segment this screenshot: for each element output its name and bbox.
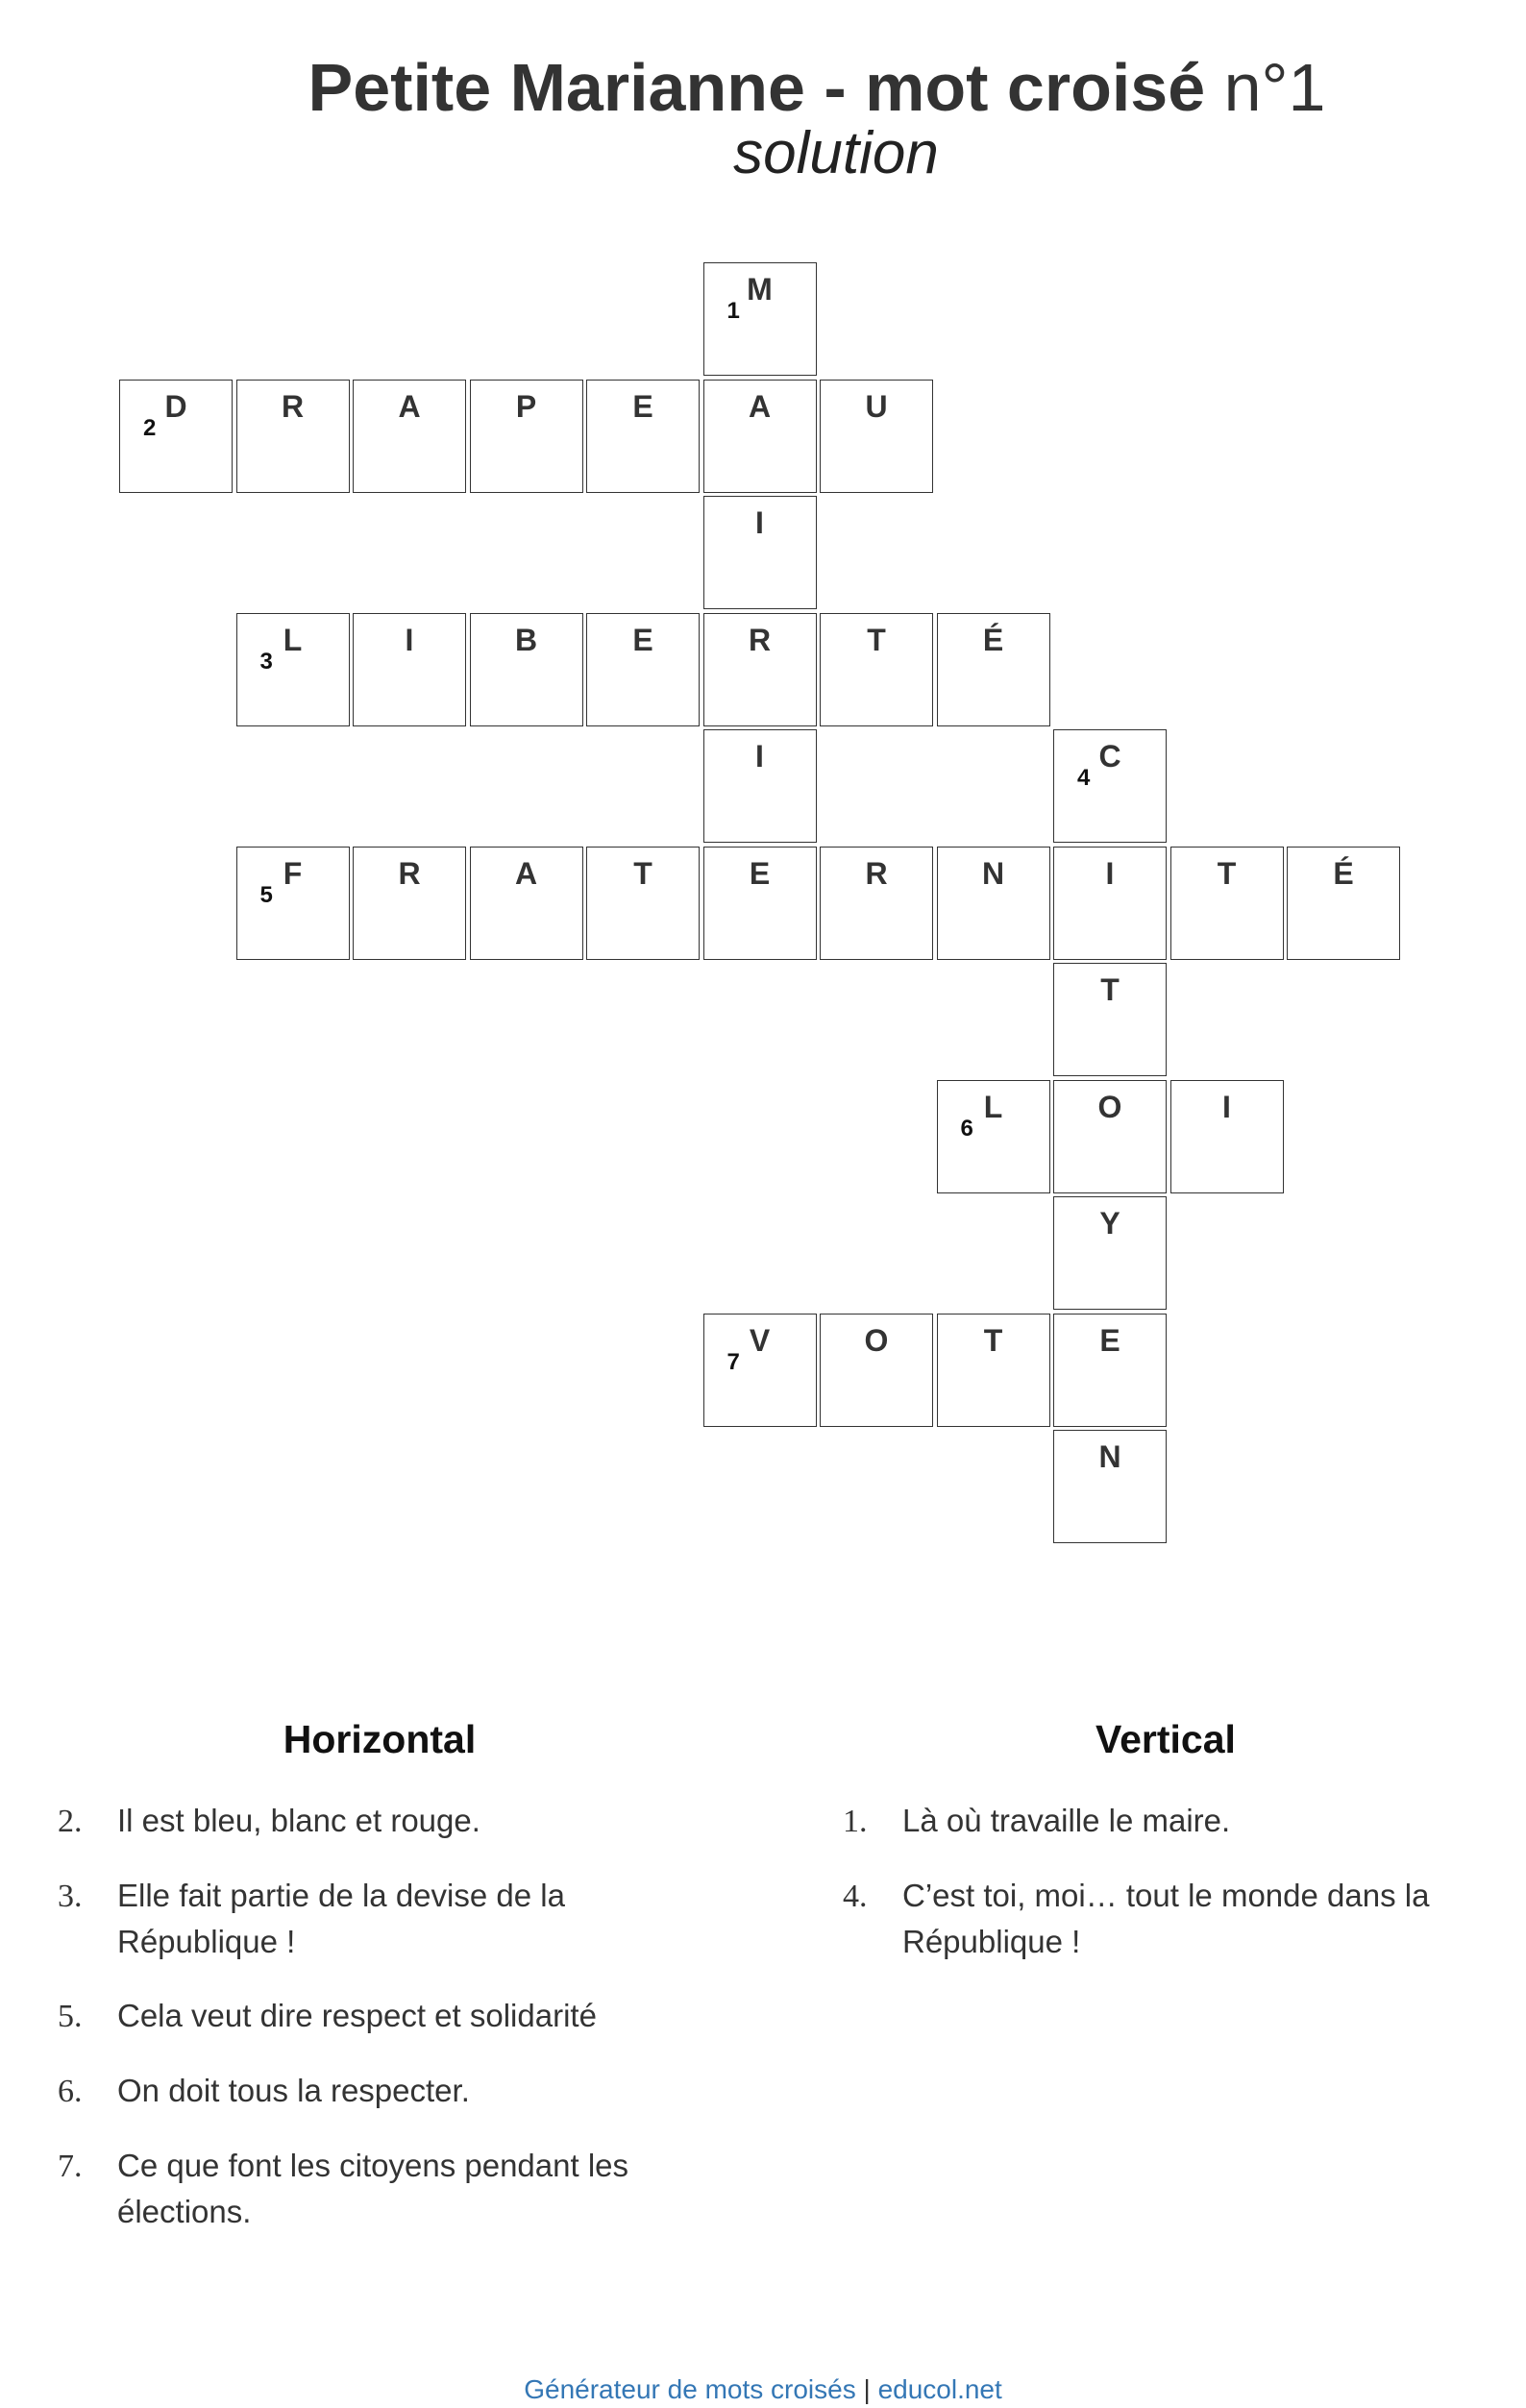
cell-letter: É <box>1333 855 1354 891</box>
grid-cell <box>1287 847 1400 960</box>
cell-letter: L <box>283 622 303 657</box>
grid-cell <box>470 613 583 726</box>
grid-cell <box>937 1314 1050 1427</box>
grid-cell <box>937 847 1050 960</box>
vertical-heading: Vertical <box>1095 1717 1236 1761</box>
cell-letter: R <box>398 855 421 891</box>
site-link[interactable]: educol.net <box>877 2374 1002 2404</box>
cell-letter: É <box>982 622 1004 657</box>
clue-item <box>58 2143 701 2235</box>
page-title <box>108 44 1526 131</box>
page-subtitle: solution <box>733 120 939 186</box>
grid-cell <box>1053 963 1167 1076</box>
grid-cell <box>820 613 933 726</box>
horizontal-clue-list <box>58 1798 701 2235</box>
grid-cell <box>703 380 817 493</box>
cell-letter: E <box>632 622 653 657</box>
grid-cell <box>236 613 350 726</box>
clue-text: Elle fait partie de la devise de la République ! <box>117 1878 565 1959</box>
grid-cell <box>703 729 817 843</box>
grid-cell <box>586 380 700 493</box>
clue-text: Cela veut dire respect et solidarité <box>117 1998 597 2033</box>
grid-cell <box>703 847 817 960</box>
clue-text: Là où travaille le maire. <box>902 1803 1231 1838</box>
clue-text: C’est toi, moi… tout le monde dans la République ! <box>902 1878 1430 1959</box>
cell-number: 1 <box>726 298 740 324</box>
vertical-clue-list <box>843 1798 1489 1965</box>
title-text: Petite Marianne - mot croisé <box>308 50 1206 125</box>
cell-letter: R <box>865 855 888 891</box>
cell-letter: V <box>749 1322 771 1358</box>
cell-letter: I <box>405 622 414 657</box>
grid-cell <box>1053 729 1167 843</box>
cell-number: 4 <box>1077 765 1091 791</box>
cell-letter: A <box>398 388 421 424</box>
cell-number: 7 <box>726 1348 740 1375</box>
clue-item <box>58 1873 701 1965</box>
puzzle-number: n°1 <box>1223 50 1326 125</box>
cell-letter: O <box>1097 1089 1122 1124</box>
grid-cell <box>353 380 466 493</box>
clue-number: 3. <box>58 1879 83 1914</box>
cell-letter: T <box>633 855 652 891</box>
cell-letter: B <box>514 622 538 657</box>
clue-item <box>843 1873 1489 1965</box>
clue-number: 7. <box>58 2149 83 2184</box>
cell-letter: E <box>1099 1322 1120 1358</box>
cell-letter: I <box>1222 1089 1231 1124</box>
grid-cell <box>820 380 933 493</box>
footer <box>0 2375 1526 2404</box>
grid-cell <box>119 380 233 493</box>
clue-text: On doit tous la respecter. <box>117 2073 470 2108</box>
grid-cell <box>586 613 700 726</box>
cell-letter: D <box>164 388 187 424</box>
grid-cell <box>820 847 933 960</box>
grid-cell <box>1053 1314 1167 1427</box>
cell-letter: N <box>1098 1439 1121 1474</box>
grid-cell <box>236 847 350 960</box>
grid-cell <box>1053 1430 1167 1543</box>
grid-cell <box>353 847 466 960</box>
cell-letter: N <box>981 855 1005 891</box>
cell-letter: L <box>983 1089 1003 1124</box>
clue-item <box>58 1993 701 2040</box>
clue-item <box>58 2068 701 2115</box>
cell-letter: T <box>983 1322 1003 1358</box>
cell-letter: U <box>865 388 888 424</box>
clue-number: 2. <box>58 1804 83 1839</box>
cell-letter: C <box>1098 739 1121 774</box>
cell-letter: T <box>1100 972 1120 1007</box>
grid-cell <box>703 262 817 376</box>
cell-letter: R <box>281 388 305 424</box>
horizontal-clues <box>58 1715 701 2263</box>
grid-cell <box>1053 847 1167 960</box>
clue-number: 5. <box>58 1999 83 2034</box>
cell-letter: O <box>864 1322 889 1358</box>
cell-letter: M <box>747 272 773 307</box>
clue-item <box>58 1798 701 1845</box>
grid-cell <box>937 1080 1050 1193</box>
cell-letter: A <box>514 855 538 891</box>
cell-number: 6 <box>960 1115 973 1142</box>
cell-letter: I <box>755 739 764 774</box>
clue-number: 6. <box>58 2074 83 2109</box>
cell-letter: T <box>867 622 886 657</box>
cell-letter: E <box>632 388 653 424</box>
grid-cell <box>236 380 350 493</box>
grid-cell <box>1053 1196 1167 1310</box>
grid-cell <box>470 380 583 493</box>
vertical-clues <box>843 1715 1489 1993</box>
cell-letter: Y <box>1099 1206 1120 1241</box>
clue-number: 1. <box>843 1804 868 1839</box>
grid-cell <box>1170 847 1284 960</box>
generator-link[interactable]: Générateur de mots croisés <box>524 2374 856 2404</box>
clue-item <box>843 1798 1489 1845</box>
clue-text: Ce que font les citoyens pendant les élections. <box>117 2148 629 2229</box>
grid-cell <box>353 613 466 726</box>
grid-cell <box>470 847 583 960</box>
footer-separator: | <box>863 2374 871 2404</box>
cell-letter: P <box>515 388 537 424</box>
cell-letter: A <box>748 388 772 424</box>
grid-cell <box>703 1314 817 1427</box>
grid-cell <box>1170 1080 1284 1193</box>
grid-cell <box>703 613 817 726</box>
grid-cell <box>703 496 817 609</box>
cell-letter: F <box>283 855 303 891</box>
cell-letter: T <box>1217 855 1237 891</box>
cell-number: 3 <box>259 648 273 675</box>
cell-letter: I <box>1105 855 1115 891</box>
cell-letter: R <box>748 622 772 657</box>
cell-number: 2 <box>143 414 157 441</box>
grid-cell <box>820 1314 933 1427</box>
clue-text: Il est bleu, blanc et rouge. <box>117 1803 480 1838</box>
clue-number: 4. <box>843 1879 868 1914</box>
grid-cell <box>937 613 1050 726</box>
grid-cell <box>1053 1080 1167 1193</box>
horizontal-heading: Horizontal <box>283 1717 477 1761</box>
crossword-grid <box>119 262 1400 1543</box>
cell-letter: E <box>749 855 771 891</box>
grid-cell <box>586 847 700 960</box>
cell-letter: I <box>755 505 764 540</box>
cell-number: 5 <box>259 881 273 908</box>
